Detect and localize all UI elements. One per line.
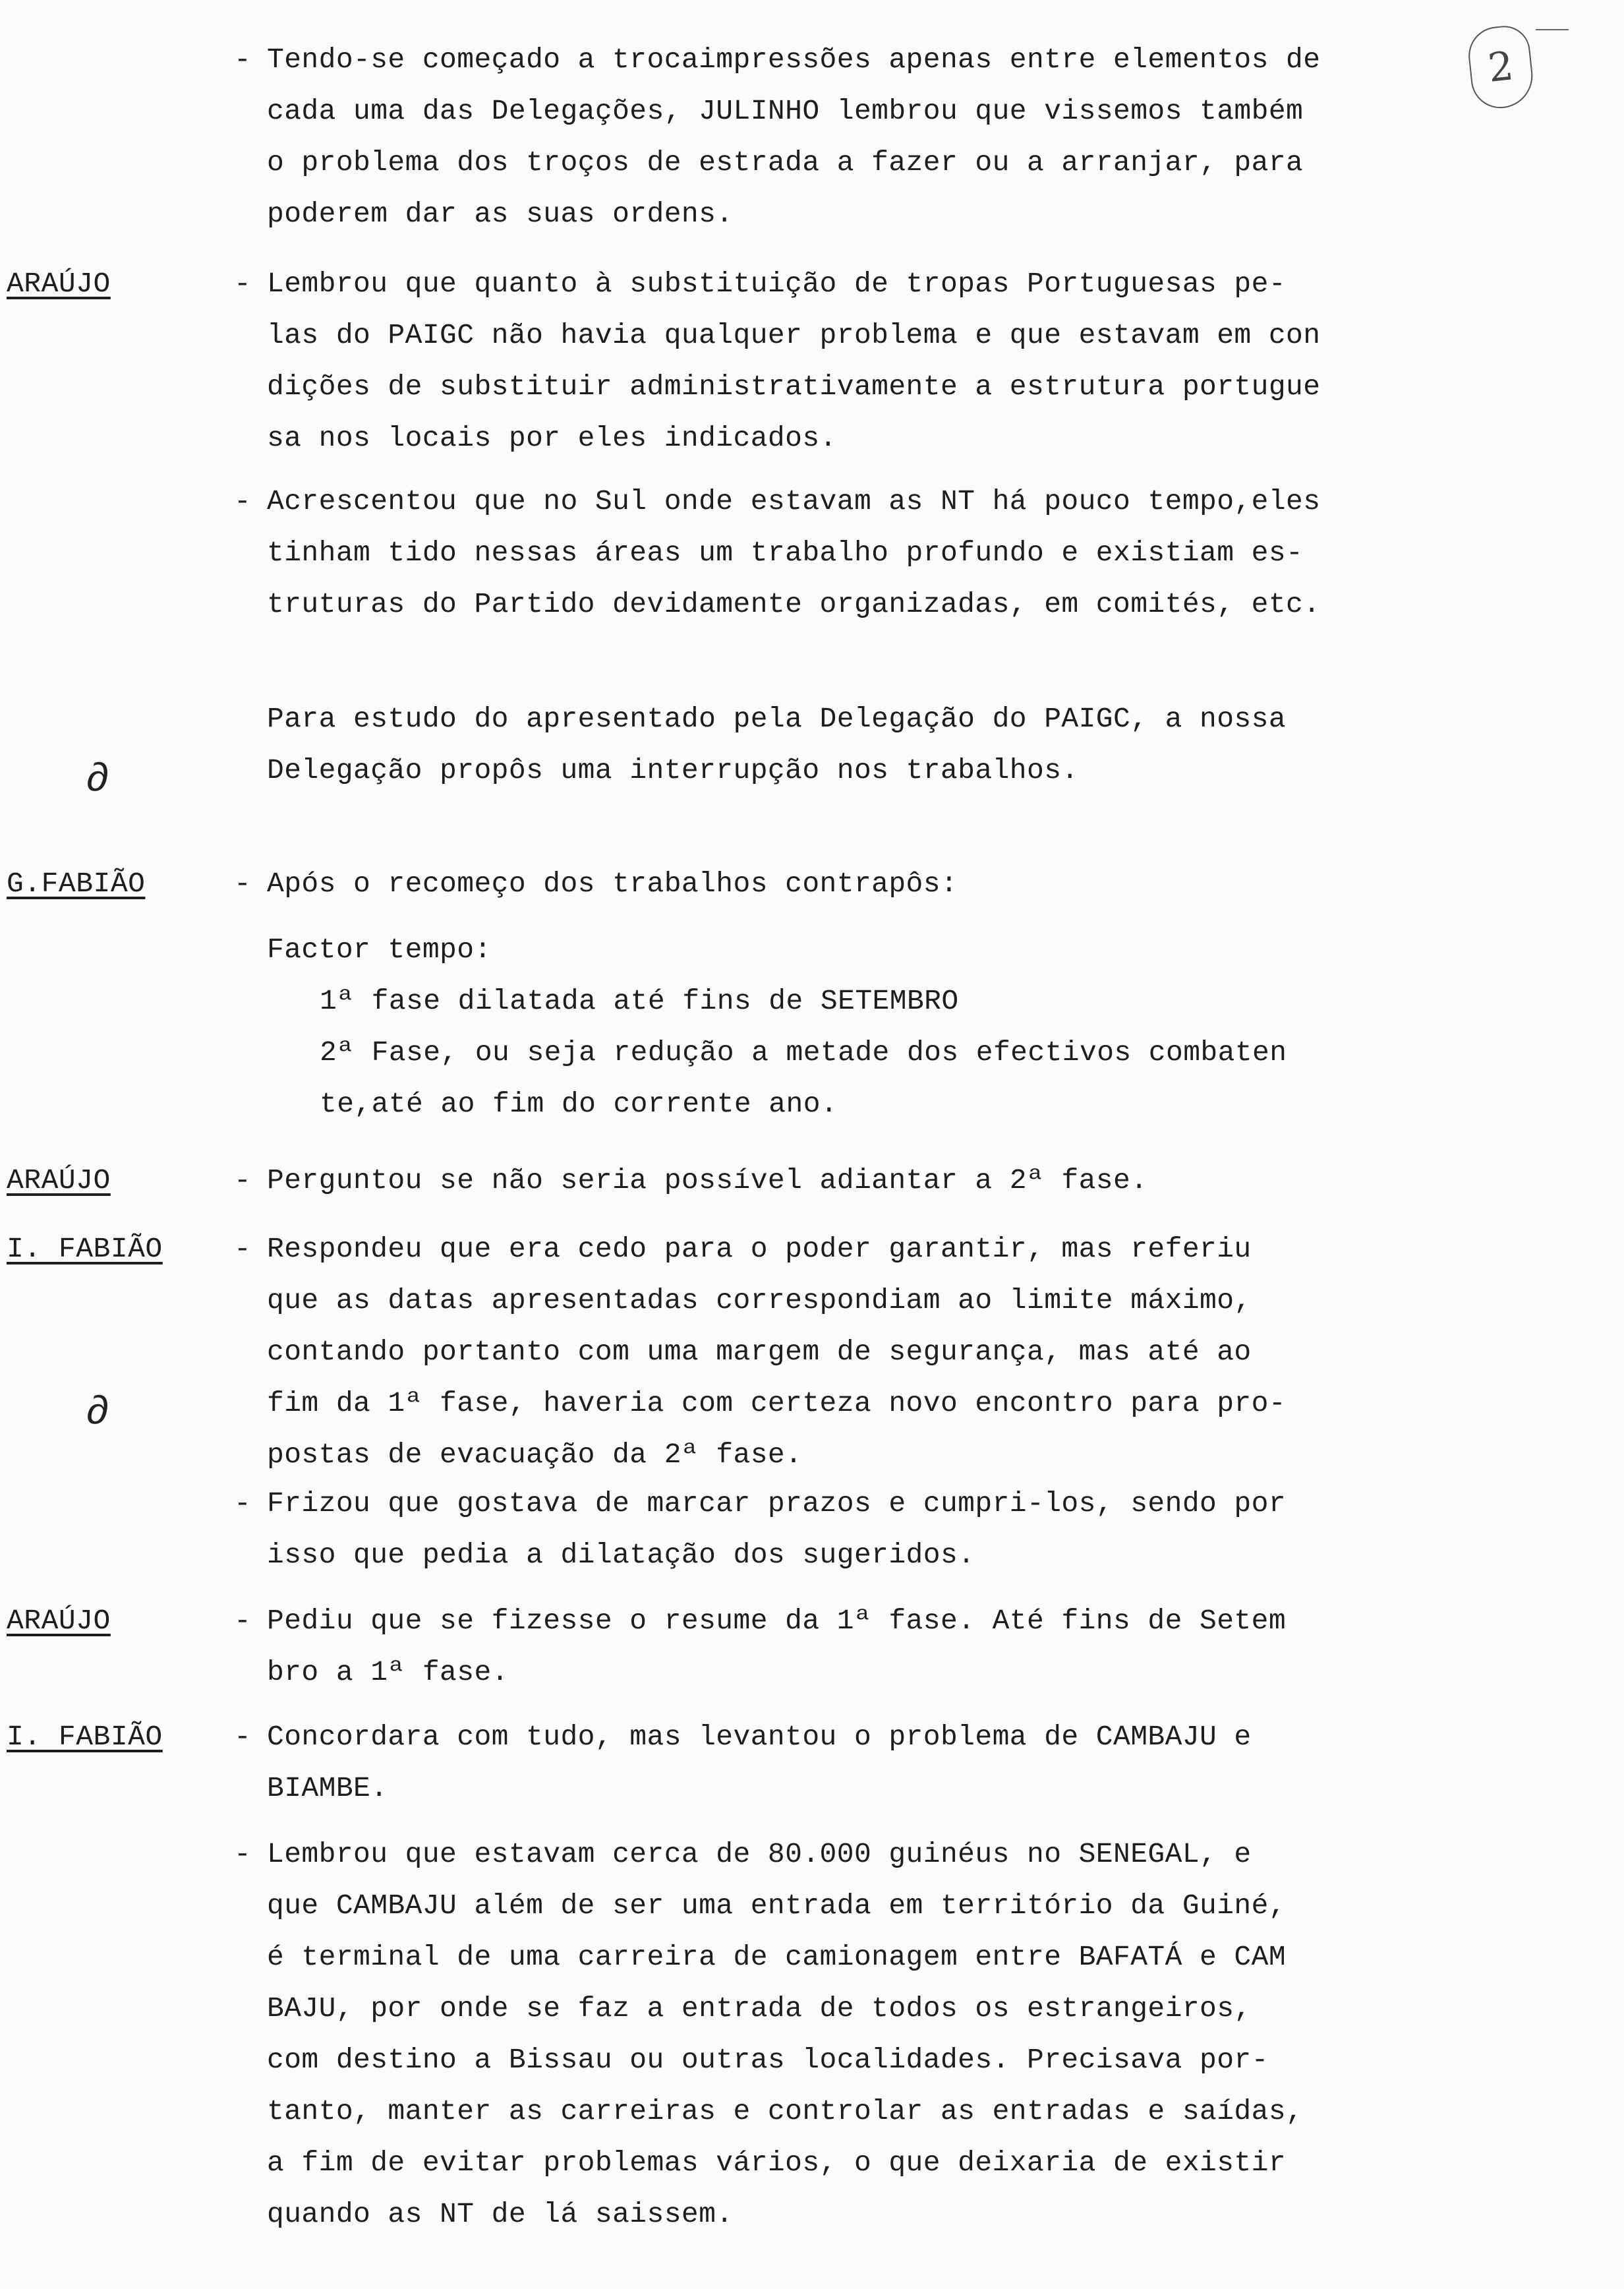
text-line: Perguntou se não seria possível adiantar a 2ª fase. (267, 1164, 1148, 1197)
paragraph-text (267, 1595, 1427, 1698)
paragraph-text (267, 34, 1427, 240)
text-line: 2ª Fase, ou seja redução a metade dos efectivos combaten (320, 1036, 1287, 1069)
text-line: o problema dos troços de estrada a fazer ou a arranjar, para (267, 146, 1304, 179)
text-line: sa nos locais por eles indicados. (267, 422, 837, 454)
text-line: que as datas apresentadas correspondiam ao limite máximo, (267, 1284, 1252, 1317)
paragraph-text (267, 1711, 1427, 1814)
text-line: Para estudo do apresentado pela Delegação do PAIGC, a nossa (267, 703, 1287, 735)
text-line: Lembrou que estavam cerca de 80.000 guinéus no SENEGAL, e (267, 1838, 1252, 1870)
paragraph-text (267, 1478, 1427, 1581)
paragraph-text (267, 1155, 1427, 1206)
text-line: Concordara com tudo, mas levantou o problema de CAMBAJU e (267, 1721, 1252, 1753)
handwritten-mark: ∂ (86, 1391, 110, 1436)
bullet-dash: - (234, 485, 251, 518)
bullet-dash: - (234, 1487, 251, 1520)
text-line: las do PAIGC não havia qualquer problema e que estavam em con (267, 319, 1321, 351)
text-line: BIAMBE. (267, 1772, 388, 1804)
text-line: contando portanto com uma margem de segurança, mas até ao (267, 1336, 1252, 1368)
text-line: truturas do Partido devidamente organizadas, em comités, etc. (267, 588, 1321, 620)
text-line: a fim de evitar problemas vários, o que deixaria de existir (267, 2147, 1287, 2179)
text-line: 1ª fase dilatada até fins de SETEMBRO (320, 985, 959, 1017)
text-line: tanto, manter as carreiras e controlar as entradas e saídas, (267, 2095, 1304, 2127)
text-line: BAJU, por onde se faz a entrada de todos os estrangeiros, (267, 1992, 1252, 2025)
text-line: Lembrou que quanto à substituição de tropas Portuguesas pe- (267, 268, 1287, 300)
text-line: te,até ao fim do corrente ano. (320, 1088, 838, 1120)
bullet-dash: - (234, 1164, 251, 1197)
text-line: Delegação propôs uma interrupção nos trabalhos. (267, 754, 1079, 787)
text-line: quando as NT de lá saissem. (267, 2198, 734, 2230)
paragraph-text (267, 476, 1427, 630)
text-line: bro a 1ª fase. (267, 1656, 509, 1688)
paragraph-text (267, 858, 1427, 1130)
text-line: Pediu que se fizesse o resume da 1ª fase. Até fins de Setem (267, 1605, 1287, 1637)
text-line: fim da 1ª fase, haveria com certeza novo encontro para pro- (267, 1387, 1287, 1419)
text-line: Frizou que gostava de marcar prazos e cumpri-los, sendo por (267, 1487, 1287, 1520)
text-line: cada uma das Delegações, JULINHO lembrou que vissemos também (267, 95, 1304, 127)
text-line: postas de evacuação da 2ª fase. (267, 1439, 803, 1471)
text-line: Acrescentou que no Sul onde estavam as NT há pouco tempo,eles (267, 485, 1321, 518)
page-number-dash (1536, 29, 1569, 30)
text-line: isso que pedia a dilatação dos sugeridos. (267, 1539, 975, 1571)
speaker-label: ARAÚJO (7, 1605, 111, 1637)
bullet-dash: - (234, 1233, 251, 1265)
text-line: é terminal de uma carreira de camionagem entre BAFATÁ e CAM (267, 1941, 1287, 1973)
speaker-label: ARAÚJO (7, 1164, 111, 1197)
text-line: Tendo-se começado a trocaimpressões apenas entre elementos de (267, 44, 1321, 76)
text-line: Respondeu que era cedo para o poder garantir, mas referiu (267, 1233, 1252, 1265)
bullet-dash: - (234, 1605, 251, 1637)
page-number: 2 (1466, 23, 1536, 111)
bullet-dash: - (234, 1721, 251, 1753)
bullet-dash: - (234, 268, 251, 300)
bullet-dash: - (234, 44, 251, 76)
speaker-label: ARAÚJO (7, 268, 111, 300)
paragraph-text (267, 1829, 1427, 2240)
speaker-label: G.FABIÃO (7, 868, 146, 900)
paragraph-text (267, 694, 1427, 796)
speaker-label: I. FABIÃO (7, 1721, 163, 1753)
handwritten-mark: ∂ (86, 758, 110, 803)
text-line: Após o recomeço dos trabalhos contrapôs: (267, 868, 958, 900)
paragraph-text (267, 1224, 1427, 1481)
text-line: dições de substituir administrativamente a estrutura portugue (267, 371, 1321, 403)
text-line: com destino a Bissau ou outras localidades. Precisava por- (267, 2044, 1269, 2076)
speaker-label: I. FABIÃO (7, 1233, 163, 1265)
text-line: que CAMBAJU além de ser uma entrada em território da Guiné, (267, 1889, 1287, 1922)
text-line: poderem dar as suas ordens. (267, 198, 734, 230)
paragraph-text (267, 258, 1427, 464)
bullet-dash: - (234, 1838, 251, 1870)
text-line: Factor tempo: (267, 934, 492, 966)
bullet-dash: - (234, 868, 251, 900)
text-line: tinham tido nessas áreas um trabalho profundo e existiam es- (267, 537, 1304, 569)
